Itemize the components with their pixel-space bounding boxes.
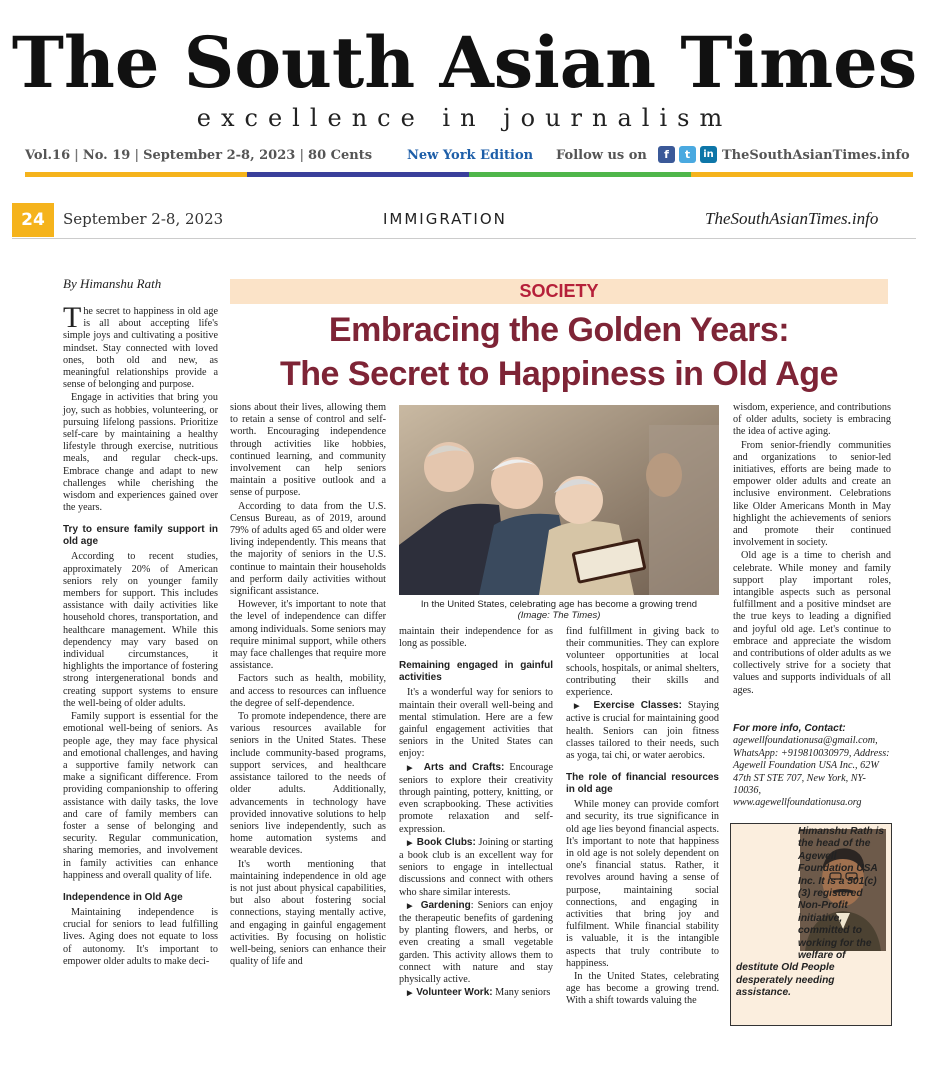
- masthead-title: The South Asian Times: [11, 21, 918, 104]
- header-rule: [12, 238, 916, 239]
- strip-segment-orange: [691, 172, 913, 177]
- caption-text: In the United States, celebrating age has become a growing trend: [420, 599, 698, 610]
- dropcap: T: [63, 301, 82, 334]
- paragraph: find fulfillment in giving back to their communities. They can explore volunteer opportunities at local schools, hospitals, or animal shelters, contributing their skills and experience.: [566, 626, 719, 699]
- column-2: [230, 402, 386, 969]
- page-number: 24: [12, 203, 54, 237]
- subheading: Try to ensure family support in old age: [63, 524, 218, 548]
- subheading: The role of financial resources in old age: [566, 772, 719, 796]
- issue-info: Vol.16 | No. 19 | September 2-8, 2023 | 80 Cents: [25, 148, 373, 163]
- author-bio-text: Himanshu Rath is the head of the Agewell Foundation USA Inc. It is a 501(c)(3) registered Non-Profit initiative, committed to working for the welfare of destitute Old People desperately needing assistance.: [736, 826, 885, 999]
- column-5: [733, 402, 891, 698]
- contact-text: agewellfoundationusa@gmail.com, WhatsApp: +919810030979, Address: Agewell Foundation USA Inc., 62W 47th ST STE 707, New York, NY-10036, www.agewellfoundationusa.org: [733, 735, 890, 809]
- paragraph: However, it's important to note that the level of independence can differ among individuals. Some seniors may require minimal support, while others may face challenges that require more assistance.: [230, 599, 386, 672]
- paragraph: While money can provide comfort and security, its true significance in old age lies beyond financial aspects. It's important to note that happiness in old age is not solely dependent on one's financial status. Rather, it revolves around having a sense of purpose, maintaining social connections, and engaging in activities that bring joy and fulfilment. While financial stability is valuable, it is the intangible aspects that truly contribute to happiness.: [566, 799, 719, 969]
- subheading: Independence in Old Age: [63, 891, 183, 903]
- paragraph: Maintaining independence is crucial for seniors to lead fulfilling lives. Aging does not equate to loss of autonomy. It's important to empower older adults to make deci-: [63, 906, 218, 967]
- headline: [230, 308, 888, 396]
- paragraph: From senior-friendly communities and organizations to senior-led initiatives, efforts are being made to empower older adults and create an inclusive environment. Celebrations like Older Americans Month in May highlight the achievements of seniors and promote their continued involvement in society.: [733, 439, 891, 549]
- caption-credit: (Image: The Times): [517, 610, 601, 621]
- subheading: Remaining engaged in gainful activities: [399, 660, 553, 684]
- masthead-tagline: excellence in journalism: [196, 104, 733, 132]
- issue-number: No. 19: [82, 148, 131, 163]
- paragraph: maintain their independence for as long as possible.: [399, 626, 553, 650]
- contact-info: [733, 723, 891, 810]
- column-4: [566, 626, 719, 1009]
- paragraph: In the United States, celebrating age has become a growing trend. With a shift towards valuing the: [566, 971, 719, 1007]
- paragraph: Old age is a time to cherish and celebrate. While money and family support play important roles, intangible aspects such as personal fulfillment and a positive mindset are the true keys to leading a dignified and joyful old age. Let's continue to embrace and appreciate the wisdom and contributions of older adults as we collectively strive for a society that values and supports individuals of all ages.: [733, 550, 891, 696]
- masthead-meta-bar: [25, 146, 915, 166]
- paragraph: It's a wonderful way for seniors to maintain their overall well-being and mental stimulation. Here are a few gainful engagement activities that seniors in the United States can enjoy:: [399, 687, 553, 760]
- issue-dates: September 2-8, 2023: [143, 148, 296, 163]
- edition-label: New York Edition: [407, 148, 534, 163]
- headline-line-2: The Secret to Happiness in Old Age: [280, 355, 838, 393]
- paragraph: To promote independence, there are various resources available for seniors in the United States. These include community-based programs, support services, and healthcare assistance tailored to the needs of older adults. Additionally, advancements in technology have provided innovative solutions to help seniors live independently, such as home automation systems and wearable devices.: [230, 711, 386, 857]
- strip-segment-blue: [247, 172, 469, 177]
- twitter-icon[interactable]: t: [679, 146, 696, 163]
- facebook-icon[interactable]: f: [658, 146, 675, 163]
- headline-line-1: Embracing the Golden Years:: [328, 311, 790, 349]
- bullet-item: ▶ Exercise Classes: Staying active is crucial for maintaining good health. Seniors can join fitness classes tailored to their needs, such as yoga, tai chi, or water aerobics.: [566, 700, 719, 762]
- page-site: TheSouthAsianTimes.info: [705, 209, 879, 228]
- bullet-item: ▶ Volunteer Work: Many seniors: [399, 987, 553, 1000]
- column-3: [399, 626, 553, 1001]
- byline: By Himanshu Rath: [63, 276, 162, 291]
- article-photo: [399, 405, 719, 595]
- photo-caption: [399, 599, 719, 621]
- paragraph: It's worth mentioning that maintaining independence in old age is not just about physical capabilities, but also about fostering social connections, staying mentally active, and engaging in gainful engagement activities. By focusing on holistic well-being, seniors can enhance their quality of life and: [230, 858, 386, 968]
- paragraph: wisdom, experience, and contributions of older adults, society is embracing the idea of active aging.: [733, 402, 891, 438]
- paragraph: The secret to happiness in old age is all about accepting life's simple joys and cultivating a positive mindset. Stay connected with loved ones, both old and new, as meaningful relationships provide a sense of belonging and purpose.: [63, 301, 218, 391]
- masthead-site[interactable]: TheSouthAsianTimes.info: [722, 148, 910, 163]
- paragraph: According to recent studies, approximately 20% of American seniors rely on younger family members for support. This includes assistance with daily activities like household chores, transportation, and healthcare management. While this dependency may vary based on individual circumstances, it highlights the importance of fostering strong intergenerational bonds and creating support systems to ensure the well-being of older adults.: [63, 551, 218, 709]
- price: 80 Cents: [308, 148, 373, 163]
- strip-segment-green: [469, 172, 691, 177]
- page-date: September 2-8, 2023: [63, 210, 224, 228]
- paragraph: According to data from the U.S. Census Bureau, as of 2019, around 79% of adults aged 65 and older were living independently. This means that the majority of seniors in the U.S. continue to maintain their households and perform daily activities without significant assistance.: [230, 500, 386, 598]
- strip-segment-yellow: [25, 172, 247, 177]
- paragraph: Family support is essential for the emotional well-being of seniors. As people age, they may face physical and emotional challenges, and having a supportive family network can make a significant difference. From providing companionship to offering assistance with daily tasks, the love and care of family members can foster a sense of belonging and security. Regular communication, sharing memories, and involvement in family activities can enhance happiness and overall quality of life.: [63, 711, 218, 881]
- section-name: IMMIGRATION: [383, 210, 507, 228]
- bullet-item: ▶ Arts and Crafts: Encourage seniors to explore their creativity through painting, pottery, knitting, or even scrapbooking. These activities promote relaxation and self-expression.: [399, 762, 553, 836]
- color-strip: [25, 172, 913, 177]
- follow-label: Follow us on: [556, 148, 647, 163]
- linkedin-icon[interactable]: in: [700, 146, 717, 163]
- volume: Vol.16: [25, 148, 71, 163]
- paragraph: Engage in activities that bring you joy, such as hobbies, volunteering, or pursuing lifelong passions. Prioritize self-care by maintaining a healthy lifestyle through exercise, nutritious meals, and regular check-ups. Embrace change and adapt to new challenges while cherishing the wisdom and experiences gained over the years.: [63, 392, 218, 514]
- kicker: SOCIETY: [519, 281, 599, 301]
- contact-label: For more info, Contact:: [733, 723, 846, 734]
- column-1: [63, 301, 218, 969]
- paragraph: sions about their lives, allowing them to retain a sense of control and self-worth. Encouraging independence through activities like hobbies, continued learning, and community involvement can help seniors maintain a positive outlook and a sense of purpose.: [230, 402, 386, 499]
- bullet-item: ▶ Book Clubs: Joining or starting a book club is an excellent way for seniors to engage in intellectual discussions and connect with others who share similar interests.: [399, 837, 553, 899]
- author-bio: [736, 826, 886, 1000]
- paragraph: Factors such as health, mobility, and access to resources can influence the degree of self-dependence.: [230, 673, 386, 709]
- bullet-item: ▶ Gardening: Seniors can enjoy the therapeutic benefits of gardening by planting flowers, and herbs, or even creating a small vegetable garden. This activity allows them to connect with nature and stay physically active.: [399, 900, 553, 986]
- seniors-laughing-illustration: [399, 405, 719, 595]
